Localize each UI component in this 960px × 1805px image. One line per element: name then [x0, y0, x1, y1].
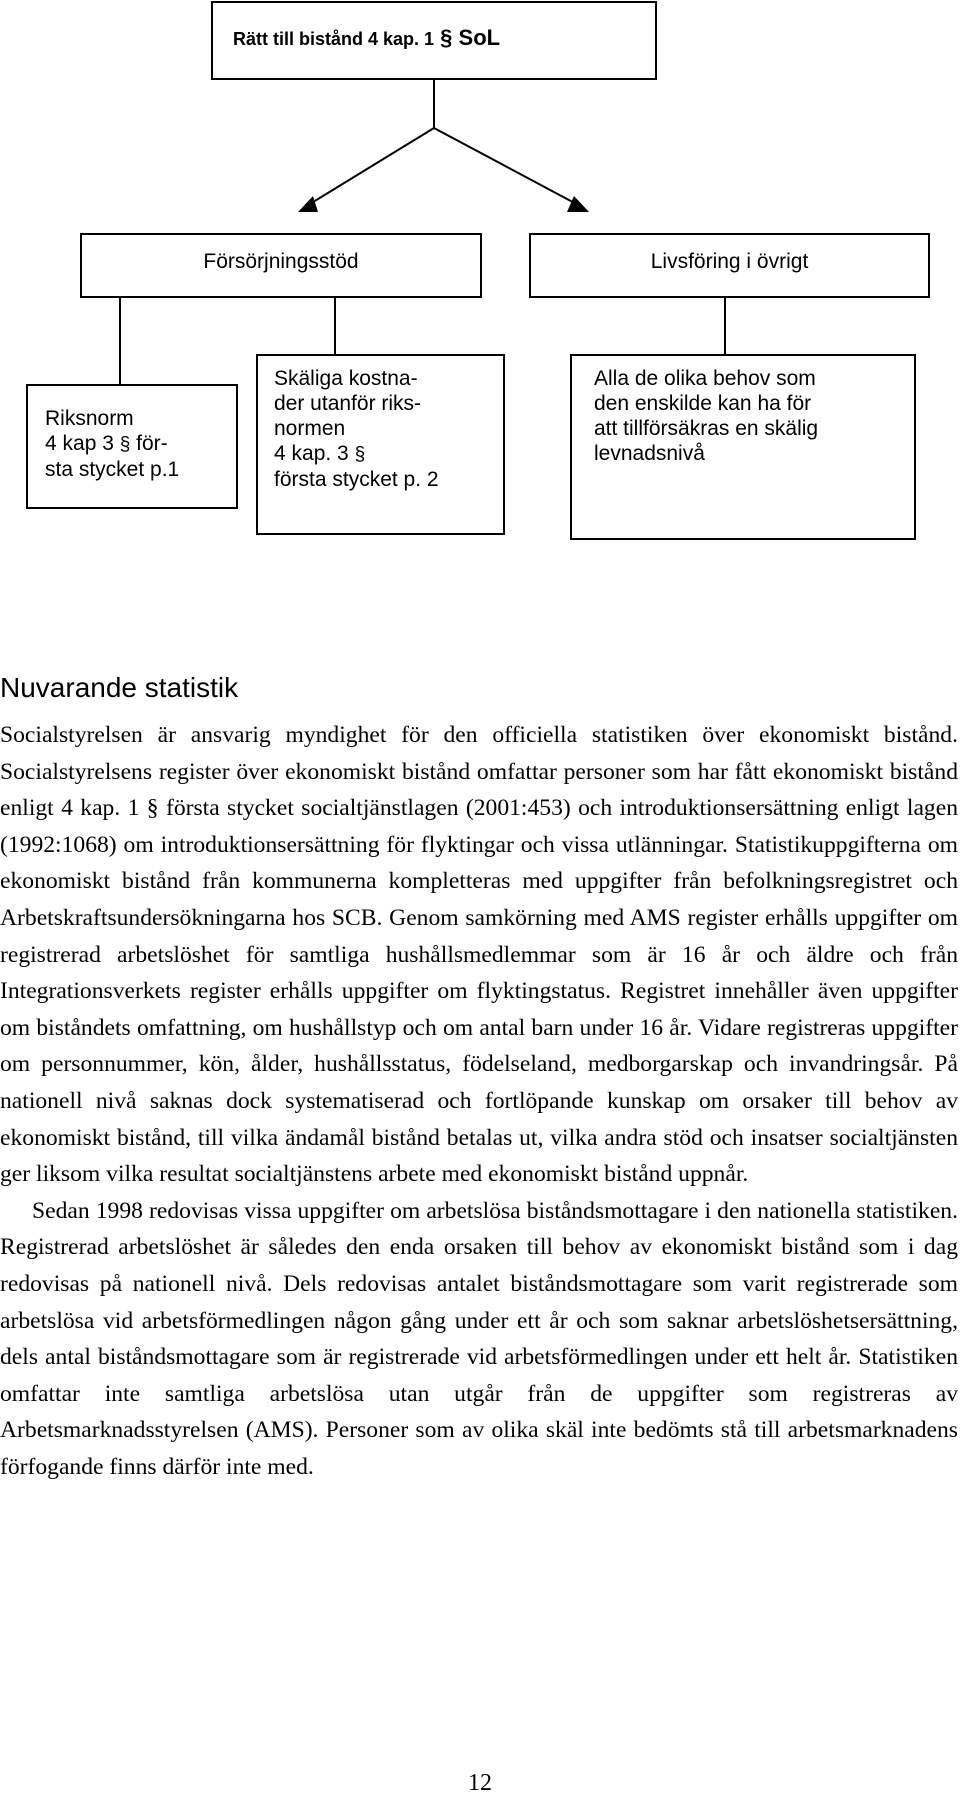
top-box-ratt-till-bistand [211, 1, 657, 80]
box-forsorjningsstod [80, 233, 482, 298]
alla-line2: den enskilde kan ha för [594, 392, 812, 415]
arrowhead-left [298, 196, 318, 212]
riksnorm-line3: sta stycket p.1 [45, 458, 180, 481]
connector-to-forsorjningsstod [305, 128, 434, 207]
alla-line4: levnadsnivå [594, 442, 705, 465]
arrowhead-right [567, 196, 589, 212]
alla-line1: Alla de olika behov som [594, 367, 816, 390]
paragraph-1: Socialstyrelsen är ansvarig myndighet för den officiella statistiken över ekonomiskt bistånd. Socialstyrelsens register över ekonomiskt bistånd omfattar personer som har fått ekonomiskt bistånd enligt 4 kap. 1 § första stycket socialtjänstlagen (2001:453) och introduktionsersättning enligt lagen (1992:1068) om introduktionsersättning för flyktingar och vissa utlänningar. Statistikuppgifterna om ekonomiskt bistånd från kommunerna kompletteras med uppgifter från befolkningsregistret och Arbetskraftsundersökningarna hos SCB. Genom samkörning med AMS register erhålls uppgifter om registrerad arbetslöshet för samtliga hushållsmedlemmar som är 16 år och äldre och från Integrationsverkets register erhålls uppgifter om flyktingstatus. Registret innehåller även uppgifter om biståndets omfattning, om hushållstyp och om antal barn under 16 år. Vidare registreras uppgifter om personnummer, kön, ålder, hushållsstatus, födelseland, medborgarskap och invandringsår. På nationell nivå saknas dock systematiserad och fortlöpande kunskap om orsaker till behov av ekonomiskt bistånd, till vilka ändamål bistånd betalas ut, vilka andra stöd och insatser socialtjänsten ger liksom vilka resultat socialtjänstens arbete med ekonomiskt bistånd uppnår. [0, 722, 958, 1188]
skaliga-line5: första stycket p. 2 [274, 468, 439, 491]
skaliga-line4: 4 kap. 3 § [274, 442, 366, 465]
box-alla-behov [570, 354, 916, 540]
skaliga-line1: Skäliga kostna- [274, 367, 418, 390]
forsorjningsstod-label: Försörjningsstöd [203, 250, 359, 273]
body-text [0, 717, 958, 1485]
riksnorm-line1: Riksnorm [45, 407, 134, 430]
section-sign: § [354, 444, 366, 465]
skaliga-line3: normen [274, 417, 346, 440]
paragraph-2: Sedan 1998 redovisas vissa uppgifter om arbetslösa biståndsmottagare i den nationella statistiken. Registrerad arbetslöshet är således den enda orsaken till behov av ekonomiskt bistånd som i dag redovisas på nationell nivå. Dels redovisas antalet biståndsmottagare som varit registrerade som arbetslösa vid arbetsförmedlingen någon gång under ett år och som saknar arbetslöshetsersättning, dels antal biståndsmottagare som är registrerade vid arbetsförmedlingen under ett helt år. Statistiken omfattar inte samtliga arbetslösa utan utgår från de uppgifter som registreras av Arbetsmarknadsstyrelsen (AMS). Personer som av olika skäl inte bedömts stå till arbetsmarknadens förfogande finns därför inte med. [0, 1197, 958, 1480]
section-heading: Nuvarande statistik [0, 672, 239, 703]
box-skaliga-kostnader [256, 354, 505, 535]
top-box-suffix: SoL [458, 25, 501, 50]
box-riksnorm [26, 384, 238, 509]
section-sign: § [119, 434, 131, 455]
riksnorm-line2: 4 kap 3 § för- [45, 432, 168, 455]
alla-line3: att tillförsäkras en skälig [594, 417, 819, 440]
livsforing-label: Livsföring i övrigt [650, 250, 809, 273]
connector-to-livsforing [434, 128, 582, 207]
top-box-text: Rätt till bistånd 4 kap. 1 [233, 29, 435, 49]
section-sign: § [440, 25, 453, 50]
page-number: 12 [468, 1770, 492, 1796]
skaliga-line2: der utanför riks- [274, 392, 422, 415]
box-livsforing-i-ovrigt [529, 233, 930, 298]
